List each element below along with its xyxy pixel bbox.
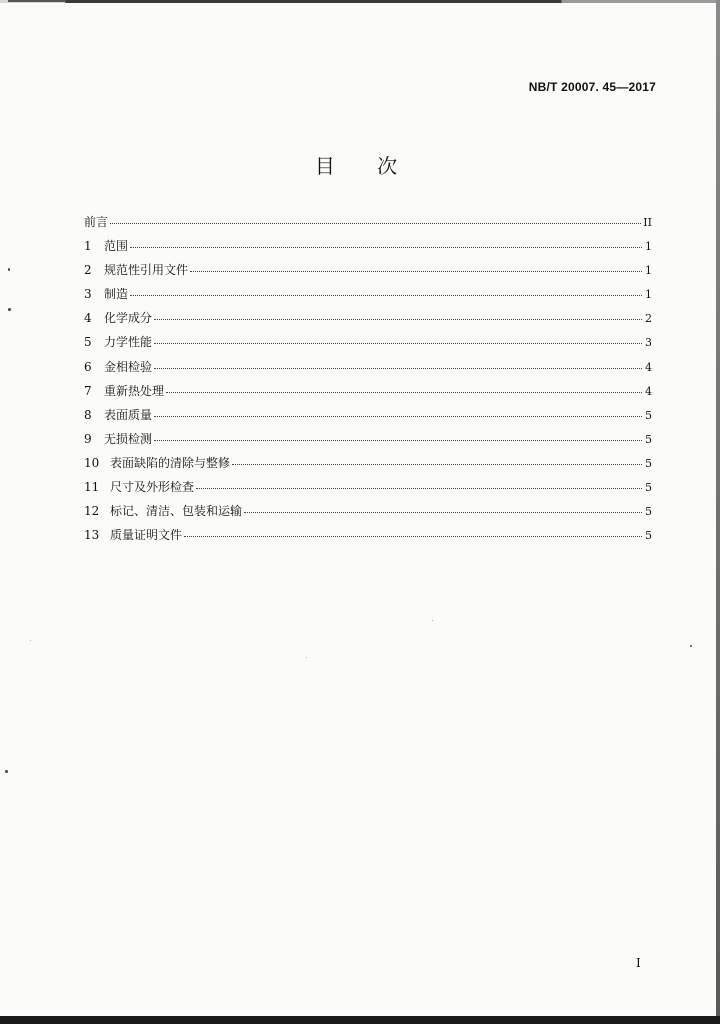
toc-leader-dots [196,487,642,489]
scan-edge-bottom [0,1016,720,1024]
toc-entry-foreword[interactable] [84,213,652,237]
toc-entry-8[interactable] [84,406,652,430]
scan-speck [5,770,8,773]
toc-entry-page: 1 [645,240,652,254]
toc-entry-label: 金相检验 [104,359,153,374]
toc-entry-label: 化学成分 [104,311,153,326]
toc-entry-number: 1 [84,239,92,254]
toc-entry-page: 3 [645,336,652,350]
toc-entry-number: 11 [84,480,100,495]
toc-entry-label: 重新热处理 [104,383,165,398]
toc-entry-number: 4 [84,311,92,326]
toc-entry-page: 1 [645,264,652,278]
toc-entry-page: 5 [645,481,652,495]
toc-entry-page: 1 [645,288,652,302]
page-number: I [636,956,641,970]
toc-entry-13[interactable] [84,526,652,550]
toc-entry-page: 5 [645,432,652,446]
toc-leader-dots [154,415,642,417]
toc-leader-dots [154,318,642,320]
toc-entry-number: 13 [84,528,100,543]
toc-entry-label: 表面缺陷的清除与整修 [110,455,231,470]
toc-entry-label: 制造 [104,287,129,302]
toc-leader-dots [110,222,641,224]
toc-leader-dots [244,511,642,513]
toc-entry-number: 5 [84,335,92,350]
toc-entry-10[interactable] [84,454,652,478]
scan-speck [8,268,10,271]
toc-entry-label: 表面质量 [104,407,153,422]
toc-entry-page: 4 [645,384,652,398]
toc-entry-6[interactable] [84,358,652,382]
toc-entry-label: 前言 [84,215,109,229]
toc-entry-page: 5 [645,529,652,543]
toc-entry-label: 质量证明文件 [110,528,183,543]
toc-list [84,213,652,550]
toc-entry-number: 7 [84,383,92,398]
toc-entry-number: 9 [84,431,92,446]
toc-entry-page: 5 [645,456,652,470]
scan-speck [30,640,31,641]
toc-entry-4[interactable] [84,309,652,333]
scan-edge-mark [8,0,66,2]
scan-speck [8,308,11,311]
toc-entry-7[interactable] [84,382,652,406]
toc-entry-page: 5 [645,408,652,422]
toc-entry-3[interactable] [84,285,652,309]
toc-entry-label: 范围 [104,239,129,254]
toc-entry-page: 2 [645,312,652,326]
toc-leader-dots [190,270,642,272]
toc-leader-dots [154,367,642,369]
toc-entry-number: 12 [84,504,100,519]
toc-leader-dots [130,294,642,296]
toc-entry-1[interactable] [84,237,652,261]
toc-entry-number: 3 [84,287,92,302]
toc-entry-label: 无损检测 [104,431,153,446]
toc-entry-page: II [643,216,652,229]
toc-entry-5[interactable] [84,333,652,357]
scan-speck [432,620,433,621]
toc-entry-number: 6 [84,359,92,374]
toc-entry-number: 8 [84,407,92,422]
toc-entry-number: 2 [84,263,92,278]
toc-entry-2[interactable] [84,261,652,285]
toc-leader-dots [184,535,642,537]
toc-entry-page: 5 [645,505,652,519]
toc-entry-label: 规范性引用文件 [104,263,189,278]
toc-leader-dots [154,439,642,441]
toc-leader-dots [232,463,642,465]
toc-leader-dots [166,391,642,393]
toc-entry-number: 10 [84,455,100,470]
scan-speck [690,645,692,647]
toc-entry-12[interactable] [84,502,652,526]
toc-leader-dots [130,246,642,248]
toc-leader-dots [154,342,642,344]
toc-entry-label: 力学性能 [104,335,153,350]
toc-entry-label: 尺寸及外形检查 [110,480,195,495]
toc-entry-label: 标记、清洁、包装和运输 [110,504,243,519]
toc-entry-page: 4 [645,360,652,374]
toc-title: 目 次 [314,154,416,178]
scan-speck [306,657,307,658]
toc-entry-11[interactable] [84,478,652,502]
scan-edge-top [0,0,720,3]
standard-code: NB/T 20007. 45—2017 [528,80,656,94]
toc-entry-9[interactable] [84,430,652,454]
